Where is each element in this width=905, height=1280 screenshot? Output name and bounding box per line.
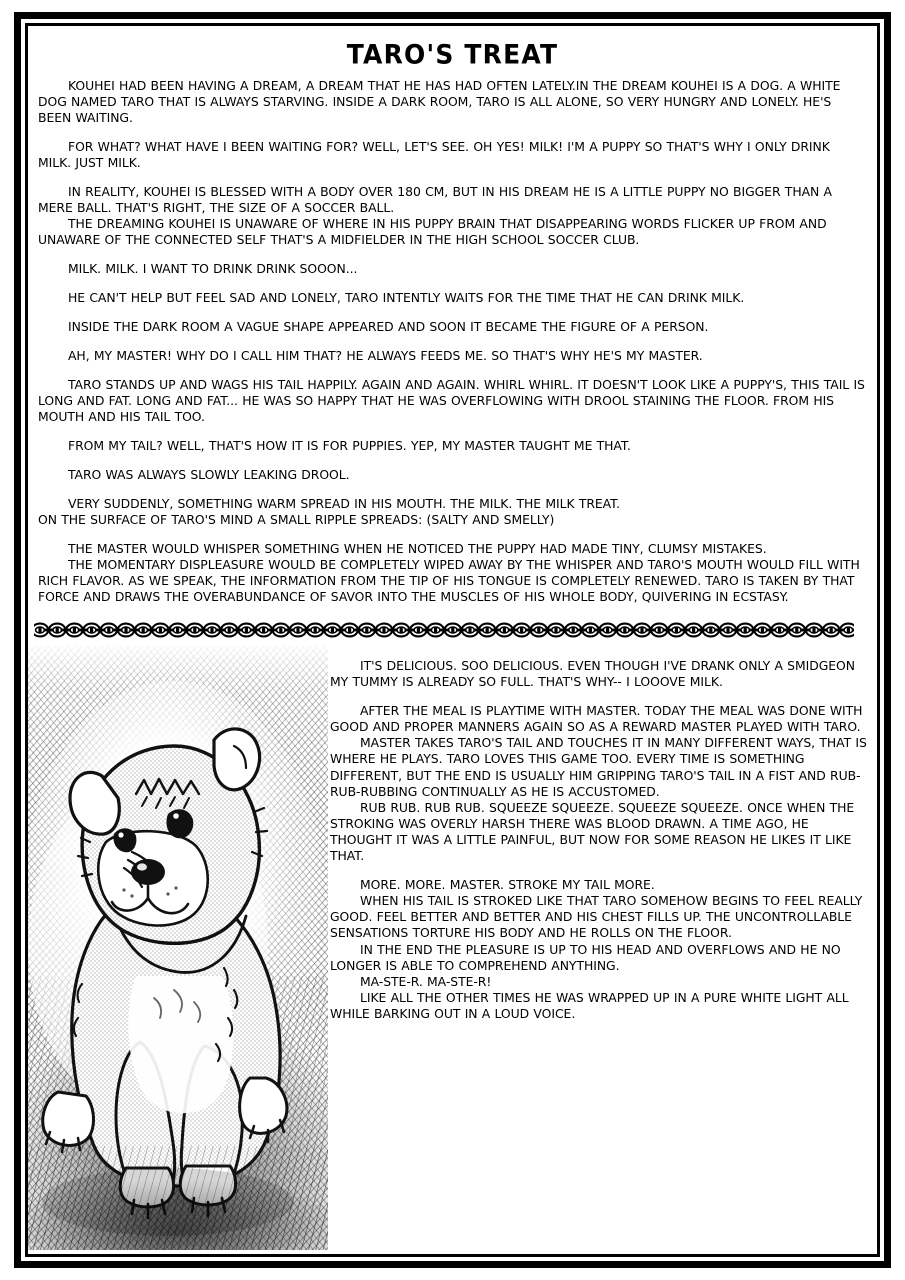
paragraph: WHEN HIS TAIL IS STROKED LIKE THAT TARO SOMEHOW BEGINS TO FEEL REALLY GOOD. FEEL BETTER AND BETTER AND HIS CHEST FILLS UP. THE UNCONTROLLABLE SENSATIONS TORTURE HIS BODY AND HE ROLLS ON THE FLOOR. bbox=[330, 893, 863, 941]
paragraph: THE MASTER WOULD WHISPER SOMETHING WHEN HE NOTICED THE PUPPY HAD MADE TINY, CLUMSY MISTAKES. bbox=[68, 541, 767, 556]
paragraph: IN THE END THE PLEASURE IS UP TO HIS HEAD AND OVERFLOWS AND HE NO LONGER IS ABLE TO COMPREHEND ANYTHING. bbox=[330, 941, 841, 973]
chain-divider-icon bbox=[34, 622, 854, 638]
paragraph: THE DREAMING KOUHEI IS UNAWARE OF WHERE IN HIS PUPPY BRAIN THAT DISAPPEARING WORDS FLICKER UP FROM AND UNAWARE OF THE CONNECTED SELF THAT'S A MIDFIELDER IN THE HIGH SCHOOL SOCCER CLUB. bbox=[38, 216, 827, 247]
paragraph: IN REALITY, KOUHEI IS BLESSED WITH A BODY OVER 180 CM, BUT IN HIS DREAM HE IS A LITTLE PUPPY NO BIGGER THAN A MERE BALL. THAT'S RIGHT, THE SIZE OF A SOCCER BALL. bbox=[38, 184, 832, 215]
paragraph: LIKE ALL THE OTHER TIMES HE WAS WRAPPED UP IN A PURE WHITE LIGHT ALL WHILE BARKING OUT IN A LOUD VOICE. bbox=[330, 989, 849, 1021]
paragraph: MORE. MORE. MASTER. STROKE MY TAIL MORE. bbox=[360, 877, 655, 893]
paragraph: HE CAN'T HELP BUT FEEL SAD AND LONELY, TARO INTENTLY WAITS FOR THE TIME THAT HE CAN DRINK MILK. bbox=[68, 290, 745, 305]
paragraph: KOUHEI HAD BEEN HAVING A DREAM, A DREAM THAT HE HAS HAD OFTEN LATELY.IN THE DREAM KOUHEI IS A DOG. A WHITE DOG NAMED TARO THAT IS ALWAYS STARVING. INSIDE A DARK ROOM, TARO IS ALL ALONE, SO VERY HUNGRY AND LONELY. HE'S BEEN WAITING. bbox=[38, 78, 841, 125]
page-title: TARO'S TREAT bbox=[346, 38, 559, 71]
paragraph: MA-STE-R. MA-STE-R! bbox=[360, 973, 492, 989]
paragraph: RUB RUB. RUB RUB. SQUEEZE SQUEEZE. SQUEEZE SQUEEZE. ONCE WHEN THE STROKING WAS OVERLY HARSH THERE WAS BLOOD DRAWN. A TIME AGO, HE THOUGHT IT WAS A LITTLE PAINFUL, BUT NOW FOR SOME REASON HE LIKES IT LIKE THAT. bbox=[330, 799, 855, 864]
paragraph: IT'S DELICIOUS. SOO DELICIOUS. EVEN THOUGH I'VE DRANK ONLY A SMIDGEON MY TUMMY IS ALREADY SO FULL. THAT'S WHY-- I LOOOVE MILK. bbox=[330, 658, 855, 690]
upper-text-block bbox=[28, 78, 877, 605]
lower-section bbox=[28, 646, 877, 1250]
lower-text-block bbox=[330, 658, 867, 1035]
page-content bbox=[28, 26, 877, 1254]
paragraph: MILK. MILK. I WANT TO DRINK DRINK SOOON... bbox=[68, 261, 358, 276]
paragraph: INSIDE THE DARK ROOM A VAGUE SHAPE APPEARED AND SOON IT BECAME THE FIGURE OF A PERSON. bbox=[68, 319, 709, 334]
paragraph: MASTER TAKES TARO'S TAIL AND TOUCHES IT IN MANY DIFFERENT WAYS, THAT IS WHERE HE PLAYS. TARO LOVES THIS GAME TOO. EVERY TIME IS SOMETHING DIFFERENT, BUT THE END IS USUALLY HIM GRIPPING TARO'S TAIL IN A FIST AND RUB-RUB-RUBBING CONTINUALLY AS HE IS ACCUSTOMED. bbox=[330, 735, 867, 799]
paragraph: ON THE SURFACE OF TARO'S MIND A SMALL RIPPLE SPREADS: (SALTY AND SMELLY) bbox=[38, 512, 555, 527]
puppy-illustration-art bbox=[28, 646, 328, 1250]
paragraph: FROM MY TAIL? WELL, THAT'S HOW IT IS FOR PUPPIES. YEP, MY MASTER TAUGHT ME THAT. bbox=[68, 438, 631, 453]
paragraph: TARO STANDS UP AND WAGS HIS TAIL HAPPILY. AGAIN AND AGAIN. WHIRL WHIRL. IT DOESN'T LOOK LIKE A PUPPY'S, THIS TAIL IS LONG AND FAT. LONG AND FAT... HE WAS SO HAPPY THAT HE WAS OVERFLOWING WITH DROOL STAINING THE FLOOR. FROM HIS MOUTH AND HIS TAIL TOO. bbox=[38, 377, 865, 424]
paragraph: TARO WAS ALWAYS SLOWLY LEAKING DROOL. bbox=[68, 467, 350, 482]
chain-divider bbox=[28, 618, 877, 640]
paragraph: AH, MY MASTER! WHY DO I CALL HIM THAT? HE ALWAYS FEEDS ME. SO THAT'S WHY HE'S MY MASTER. bbox=[68, 348, 703, 363]
paragraph: VERY SUDDENLY, SOMETHING WARM SPREAD IN HIS MOUTH. THE MILK. THE MILK TREAT. bbox=[68, 496, 621, 511]
paragraph: FOR WHAT? WHAT HAVE I BEEN WAITING FOR? WELL, LET'S SEE. OH YES! MILK! I'M A PUPPY SO THAT'S WHY I ONLY DRINK MILK. JUST MILK. bbox=[38, 139, 830, 170]
puppy-illustration bbox=[28, 646, 328, 1250]
paragraph: AFTER THE MEAL IS PLAYTIME WITH MASTER. TODAY THE MEAL WAS DONE WITH GOOD AND PROPER MANNERS AGAIN SO AS A REWARD MASTER PLAYED WITH TARO. bbox=[330, 703, 863, 735]
puppy-body bbox=[43, 729, 287, 1218]
paragraph: THE MOMENTARY DISPLEASURE WOULD BE COMPLETELY WIPED AWAY BY THE WHISPER AND TARO'S MOUTH WOULD FILL WITH RICH FLAVOR. AS WE SPEAK, THE INFORMATION FROM THE TIP OF HIS TONGUE IS COMPLETELY RENEWED. TARO IS TAKEN BY THAT FORCE AND DRAWS THE OVERABUNDANCE OF SAVOR INTO THE MUSCLES OF HIS WHOLE BODY, QUIVERING IN ECSTASY. bbox=[38, 557, 860, 604]
